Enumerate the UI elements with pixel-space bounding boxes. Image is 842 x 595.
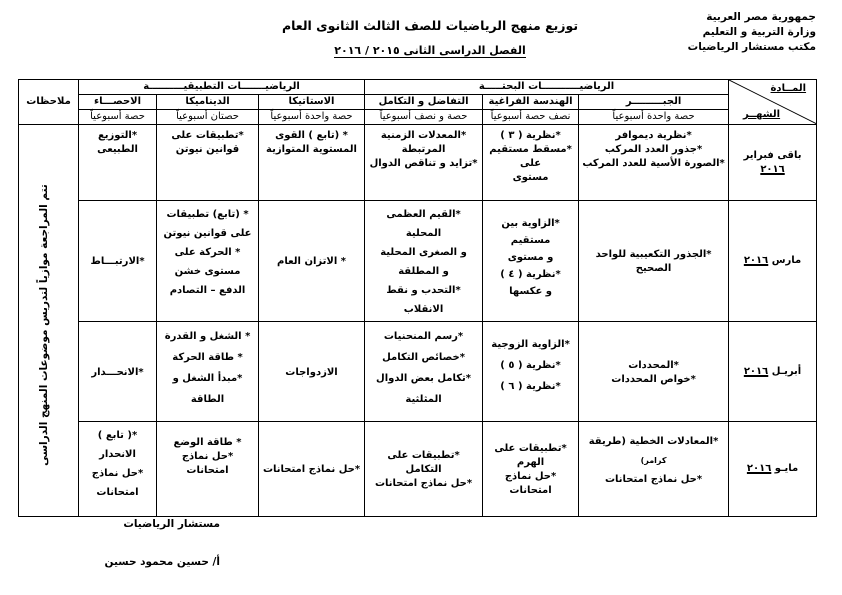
topic-line: *الزاوية بين مستقيم	[501, 218, 560, 246]
month-name: مايـو	[774, 463, 799, 474]
topic-line: * طاقة الوضع	[173, 437, 242, 448]
topic-line: *الصورة الأسية للعدد المركب	[582, 158, 725, 169]
topic-line: الطاقة	[190, 394, 225, 405]
subject-dynamics: الديناميكا	[157, 95, 259, 110]
period-statistics: حصة أسبوعياً	[79, 110, 157, 125]
topic-line: الدفع – التصادم	[169, 285, 246, 296]
topic-line: *نظرية ( ٦ )	[500, 381, 561, 392]
term-text: الفصل الدراسى الثانى ٢٠١٥ / ٢٠١٦	[334, 44, 526, 57]
topic-line: و مستوى	[507, 252, 554, 263]
topic-cell	[79, 201, 157, 322]
topic-line: *حل نماذج امتحانات	[262, 464, 361, 475]
topic-cell	[365, 201, 483, 322]
subject-statistics: الاحصـــاء	[79, 95, 157, 110]
topic-cell	[365, 125, 483, 201]
topic-line: *تكامل بعض الدوال	[376, 373, 472, 384]
topic-line: كرامر)	[640, 456, 667, 465]
topic-line: على قوانين نيوتن	[163, 228, 252, 239]
topic-line: *الزاوية الزوجية	[491, 339, 570, 350]
topic-line: *خصائص التكامل	[382, 352, 465, 363]
topic-line: *حل نماذج امتحانات	[374, 478, 473, 489]
topic-line: الصحيح	[635, 263, 672, 274]
topic-line: *تطبيقات على	[171, 130, 244, 141]
topic-line: *تزايد و تناقص الدوال	[369, 158, 478, 169]
month-name: أبريـل	[771, 365, 802, 377]
applied-math-group: الرياضيـــــــات التطبيقيــــــــــة	[79, 80, 365, 95]
topic-line: المستوية المتوازية	[266, 144, 357, 155]
topic-line: * الحركة على	[174, 247, 241, 258]
table-row	[19, 125, 817, 201]
topic-line: * (تابع) تطبيقات	[166, 209, 249, 220]
topic-line: *( تابع )	[97, 430, 138, 441]
topic-line: * الشغل و القدرة	[164, 331, 251, 342]
topic-line: قوانين نيوتن	[175, 144, 240, 155]
corner-month-label: الشهــر	[743, 109, 781, 120]
topic-cell	[157, 201, 259, 322]
topic-line: مستوى خشن	[174, 266, 241, 277]
topic-line: *مسقط مستقيم على	[489, 144, 572, 169]
topic-cell	[579, 201, 729, 322]
topic-cell	[579, 422, 729, 517]
topic-line: *المعدلات الزمنية	[380, 130, 467, 141]
topic-cell	[259, 322, 365, 422]
month-cell	[729, 422, 817, 517]
topic-line: *المحددات	[628, 359, 679, 371]
topic-line: الانقلاب	[403, 304, 444, 315]
month-year: ٢٠١٦	[746, 463, 772, 474]
topic-cell	[79, 125, 157, 201]
term-subtitle	[220, 44, 640, 57]
topic-cell	[259, 422, 365, 517]
topic-line: *حل نماذج امتحانات	[604, 474, 703, 485]
topic-cell	[79, 322, 157, 422]
topic-line: *الانحـــدار	[91, 366, 144, 378]
month-year: ٢٠١٦	[743, 255, 769, 266]
subject-calculus: التفاضل و التكامل	[365, 95, 483, 110]
topic-line: و عكسها	[509, 286, 552, 297]
month-cell	[729, 125, 817, 201]
header-country: جمهورية مصر العربية	[706, 11, 816, 23]
table-row	[19, 422, 817, 517]
topic-line: الانحدار	[99, 449, 136, 460]
topic-cell	[259, 201, 365, 322]
topic-line: *القيم العظمى المحلية	[386, 209, 461, 239]
topic-line: *تطبيقات على الهرم	[494, 443, 567, 468]
topic-cell	[365, 322, 483, 422]
topic-cell	[79, 422, 157, 517]
corner-subject-label: المــادة	[770, 83, 807, 94]
month-cell	[729, 322, 817, 422]
topic-line: *نظرية ( ٤ )	[500, 269, 561, 280]
subject-solid-geometry: الهندسة الفراغية	[483, 95, 579, 110]
topic-line: *التوزيع	[97, 130, 138, 141]
period-algebra: حصة واحدة أسبوعياً	[579, 110, 729, 125]
topic-cell	[157, 322, 259, 422]
table-row	[19, 322, 817, 422]
topic-line: مستوى	[512, 172, 549, 183]
topic-cell	[157, 125, 259, 201]
header-office: مكتب مستشار الرياضيات	[687, 41, 816, 53]
topic-line: *تطبيقات على التكامل	[387, 450, 460, 475]
period-statics: حصة واحدة أسبوعياً	[259, 110, 365, 125]
month-year: ٢٠١٦	[760, 163, 785, 175]
topic-line: *حل نماذج امتحانات	[504, 471, 557, 496]
corner-cell	[729, 80, 817, 125]
topic-cell	[483, 422, 579, 517]
topic-line: المرتبطة	[401, 144, 446, 155]
topic-line: *نظرية ديموافر	[615, 130, 692, 141]
topic-line: و المطلقة	[398, 266, 449, 277]
pure-math-group: الرياضيـــــــــــات البحتـــــة	[365, 80, 729, 95]
subject-algebra: الجبـــــــــر	[579, 95, 729, 110]
topic-line: *حل نماذج	[181, 451, 234, 462]
topic-line: *الجذور التكعيبية للواحد	[595, 249, 712, 260]
topic-line: *نظرية ( ٣ )	[500, 130, 561, 141]
notes-vertical-text: تتم المراجعة موازياً لتدريس موضوعات المنهج الدراسى	[38, 184, 50, 466]
notes-header: ملاحظات	[19, 80, 79, 125]
signature-role: مستشار الرياضيات	[123, 518, 220, 530]
subject-statics: الاستاتيكا	[259, 95, 365, 110]
topic-line: الطبيعى	[97, 144, 138, 155]
topic-line: *المعادلات الخطية (طريقة	[588, 436, 719, 447]
topic-line: و الصغرى المحلية	[380, 247, 467, 258]
topic-line: *نظرية ( ٥ )	[500, 360, 561, 371]
topic-cell	[579, 322, 729, 422]
month-year: ٢٠١٦	[743, 365, 769, 377]
curriculum-table	[18, 79, 817, 517]
topic-cell	[483, 322, 579, 422]
month-name: مارس	[771, 255, 802, 266]
topic-line: *جذور العدد المركب	[604, 144, 703, 155]
topic-cell	[365, 422, 483, 517]
topic-cell	[579, 125, 729, 201]
period-solid-geometry: نصف حصة أسبوعياً	[483, 110, 579, 125]
topic-line: * (تابع ) القوى	[275, 130, 348, 141]
topic-line: *رسم المنحنيات	[383, 331, 464, 342]
topic-cell	[483, 201, 579, 322]
signature-name: أ/ حسين محمود حسين	[104, 556, 220, 568]
topic-line: امتحانات	[96, 487, 139, 498]
header-ministry: وزارة التربية و التعليم	[702, 26, 816, 38]
topic-line: * طاقة الحركة	[172, 352, 243, 363]
period-calculus: حصة و نصف أسبوعياً	[365, 110, 483, 125]
topic-line: * الاتزان العام	[277, 256, 346, 267]
period-dynamics: حصتان أسبوعياً	[157, 110, 259, 125]
topic-line: *الارتبـــاط	[90, 256, 145, 267]
topic-line: *خواص المحددات	[611, 373, 696, 385]
topic-line: الازدواجات	[285, 366, 338, 378]
topic-cell	[259, 125, 365, 201]
topic-line: امتحانات	[186, 465, 229, 476]
document-title: توزيع منهج الرياضيات للصف الثالث الثانوى العام	[281, 18, 579, 33]
topic-line: *التحدب و نقط	[386, 285, 461, 296]
topic-cell	[483, 125, 579, 201]
topic-line: *حل نماذج	[91, 468, 144, 479]
topic-line: المثلثية	[405, 394, 442, 405]
month-name: باقى فبراير	[743, 149, 802, 161]
topic-cell	[157, 422, 259, 517]
table-row	[19, 201, 817, 322]
topic-line: *مبدأ الشغل و	[172, 373, 243, 384]
month-cell	[729, 201, 817, 322]
